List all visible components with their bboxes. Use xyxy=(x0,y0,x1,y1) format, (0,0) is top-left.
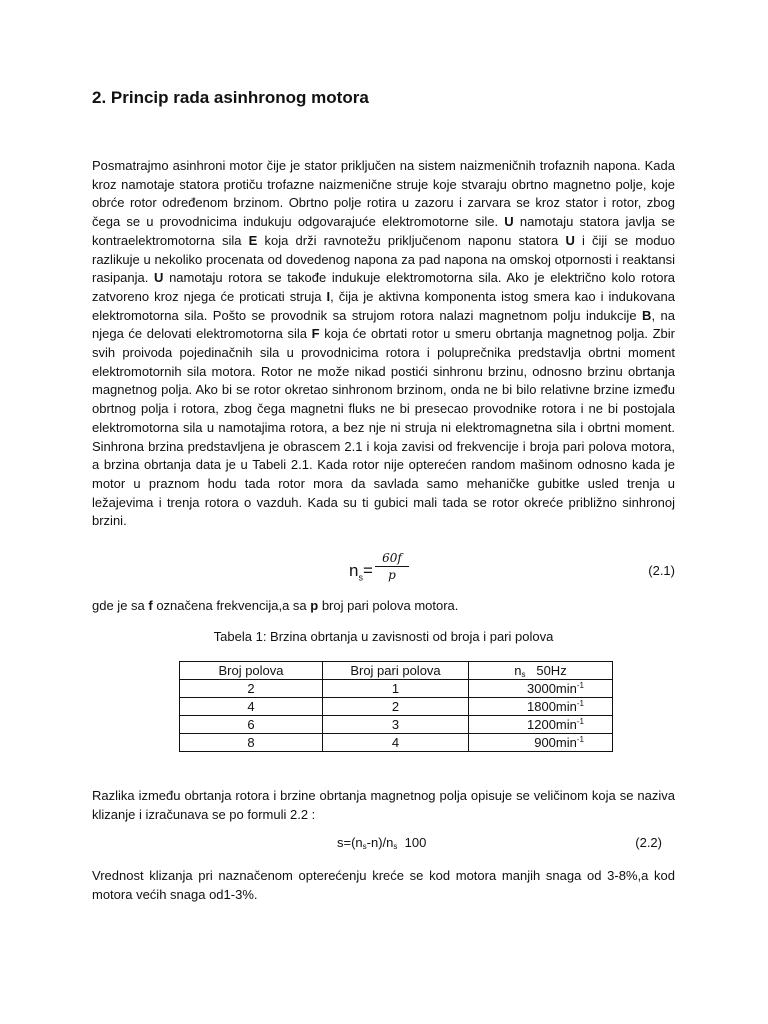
cell-speed: $900\min^{-1}$ xyxy=(469,734,613,752)
bold-symbol: I xyxy=(326,288,331,304)
bold-symbol: B xyxy=(642,307,652,323)
equation-number: (2.2) xyxy=(635,835,662,850)
formula-slip xyxy=(92,835,675,855)
table-row xyxy=(180,680,613,698)
table-header-row xyxy=(180,662,613,680)
bold-symbol: U xyxy=(504,214,514,230)
cell-poles: 2 xyxy=(180,680,323,698)
cell-pole-pairs: 4 xyxy=(323,734,469,752)
cell-poles: 4 xyxy=(180,698,323,716)
cell-pole-pairs: 2 xyxy=(323,698,469,716)
cell-pole-pairs: 3 xyxy=(323,716,469,734)
formula-denominator: p xyxy=(388,568,396,582)
section-heading: 2. Princip rada asinhronog motora xyxy=(92,88,369,107)
bold-symbol: U xyxy=(565,232,575,248)
formula-numerator: 60f xyxy=(375,551,409,567)
paragraph-formula-legend: gde je sa f označena frekvencija,a sa p broj pari polova motora. xyxy=(92,598,459,613)
formula-lhs: $n_s=$ xyxy=(349,561,373,583)
formula-synchronous-speed xyxy=(92,551,675,587)
equation-number: (2.1) xyxy=(648,563,675,578)
bold-symbol: U xyxy=(154,270,164,286)
table-row xyxy=(180,734,613,752)
paragraph-slip-intro: Razlika između obrtanja rotora i brzine obrtanja magnetnog polja opisuje se veličinom koja se naziva klizanje i izračunava se po formuli 2.2 : xyxy=(92,788,675,822)
table-row xyxy=(180,698,613,716)
header-speed: ns 50Hz xyxy=(469,662,613,680)
header-pole-pairs: Broj pari polova xyxy=(323,662,469,680)
formula-fraction xyxy=(375,551,409,582)
bold-symbol: E xyxy=(248,232,258,248)
cell-speed: $1800\min^{-1}$ xyxy=(469,698,613,716)
bold-symbol: F xyxy=(311,326,320,342)
table-caption: Tabela 1: Brzina obrtanja u zavisnosti od broja i pari polova xyxy=(213,629,554,644)
cell-speed: $3000\min^{-1}$ xyxy=(469,680,613,698)
cell-pole-pairs: 1 xyxy=(323,680,469,698)
cell-poles: 8 xyxy=(180,734,323,752)
cell-poles: 6 xyxy=(180,716,323,734)
paragraph-principle: Posmatrajmo asinhroni motor čije je stator priključen na sistem naizmeničnih trofaznih napona. Kada kroz namotaje statora protiču trofazne naizmenične struje koje stvaraju obrtno magnetno polje, koje obrće rotor određenom brzinom. Obrtno polje rotira u zazoru i zarvara se kroz stator i rotor, zbog čega se u provodnicima indukuju odgovarajuće elektromotorne sile. U namotaju statora javlja se kontraelektromotorna sila E koja drži ravnotežu priključenom naponu statora U i čiji se moduo razlikuje u nekoliko procenata od dovedenog napona za pad napona na omskoj otpornosti i reaktansi rasipanja. U namotaju rotora se takođe indukuje elektromotorna sila. Ako je električno kolo rotora zatvoreno kroz njega će proticati struja I, čija je aktivna komponenta istog smera kao i indukovana elektromotorna sila. Pošto se provodnik sa strujom rotora nalazi magnetnom polju indukcije B, na njega će delovati elektromotorna sila F koja će obrtati rotor u smeru obrtanja magnetnog polja. Zbir svih proivoda pojedinačnih sila u provodnicima rotora i poluprečnika predstavlja obrtni moment elektromotornih sila motora. Rotor ne može nikad postići sinhronu brzinu, odnosno brzinu obrtanja magnetnog polja. Ako bi se rotor okretao sinhronom brzinom, onda ne bi bilo relativne brzine između obrtnog polja i rotora, zbog čega magnetni fluks ne bi presecao provodnike rotora i ne bi postojala elektromotorna sila u namotajima rotora, a bez nje ni struja ni elektromagnetna sila i obrtni moment. Sinhrona brzina predstavljena je obrascem 2.1 i koja zavisi od frekvencije i broja pari polova motora, a brzina obrtanja data je u Tabeli 2.1. Kada rotor nije opterećen random mašinom odnosno kada je motor u praznom hodu tada rotor mora da savlada samo mehaničke gubitke usled trenja u ležajevima i trenja rotora o vazduh. Kada su ti gubici mali tada se rotor okreće približno sinhronoj brzini. xyxy=(92,158,676,529)
table-row xyxy=(180,716,613,734)
header-poles: Broj polova xyxy=(180,662,323,680)
cell-speed: $1200\min^{-1}$ xyxy=(469,716,613,734)
paragraph-slip-values: Vrednost klizanja pri naznačenom opterećenju kreće se kod motora manjih snaga od 3-8%,a kod motora većih snaga od1-3%. xyxy=(92,868,675,902)
speed-table xyxy=(179,661,613,752)
formula-slip-expression: s=(ns-n)/ns 100 xyxy=(337,835,427,851)
